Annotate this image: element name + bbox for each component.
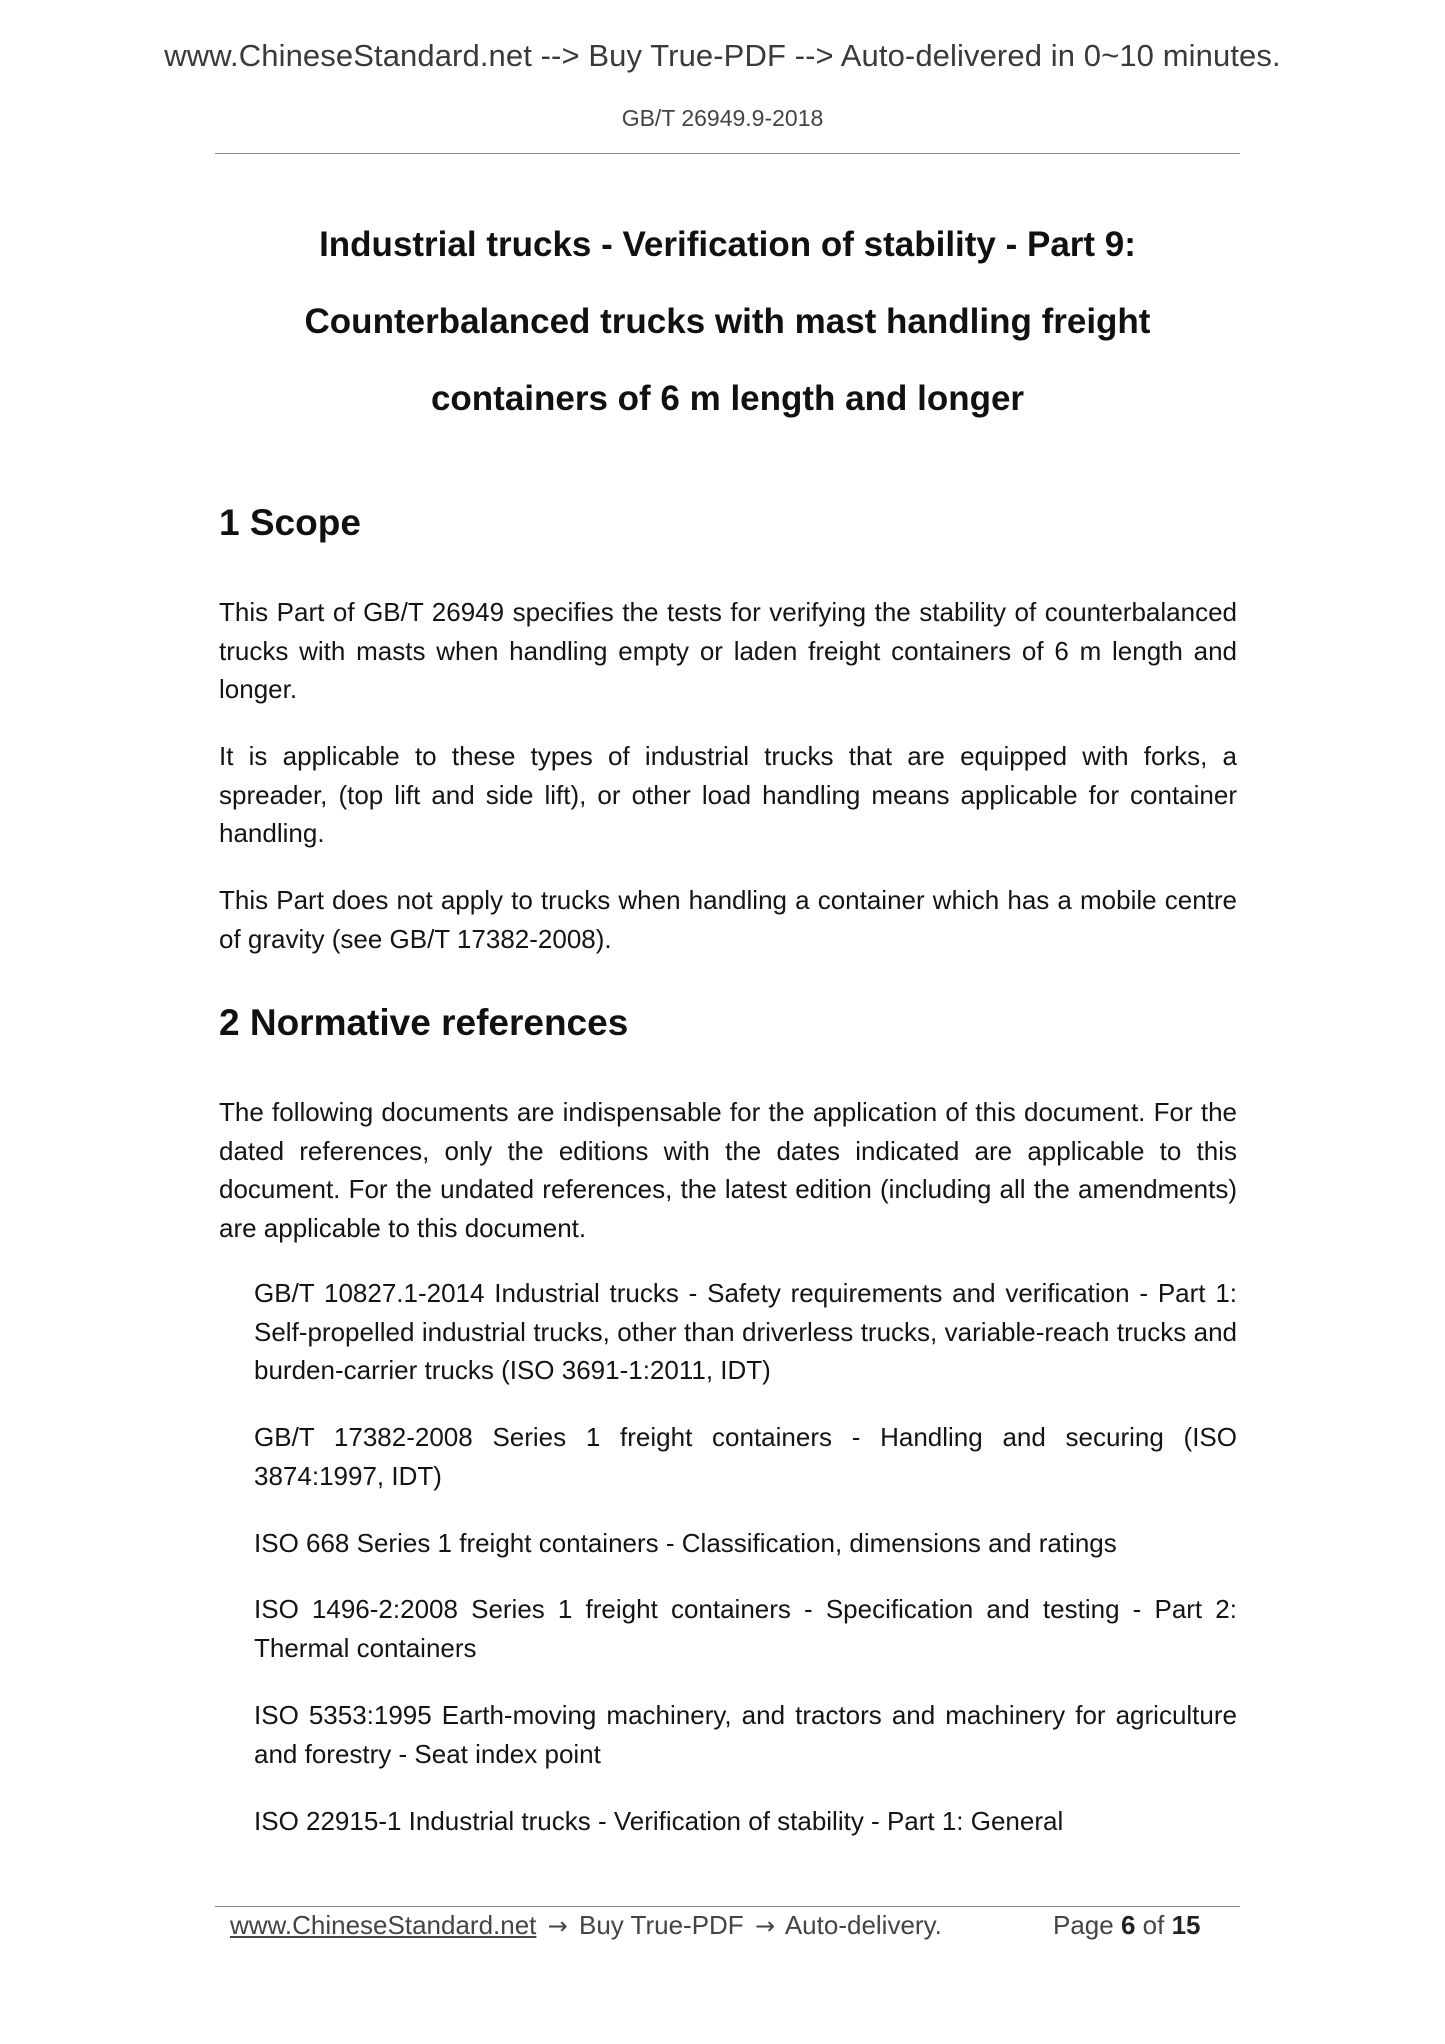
section-heading-scope: 1 Scope: [219, 502, 361, 543]
reference-item: ISO 1496-2:2008 Series 1 freight containers - Specification and testing - Part 2: Thermal containers: [254, 1594, 1237, 1663]
section-heading-normative-references: 2 Normative references: [219, 1002, 629, 1043]
page-of: of: [1142, 1910, 1165, 1940]
page-label: Page: [1053, 1910, 1114, 1940]
scope-paragraph-1: This Part of GB/T 26949 specifies the tests for verifying the stability of counterbalanced trucks with masts when handling empty or laden freight containers of 6 m length and longer.: [219, 597, 1237, 704]
scope-paragraph-3: This Part does not apply to trucks when handling a container which has a mobile centre of gravity (see GB/T 17382-2008).: [219, 885, 1237, 954]
document-code: GB/T 26949.9-2018: [621, 105, 824, 131]
footer-buy-text: Buy True-PDF: [578, 1910, 744, 1940]
title-line-1: Industrial trucks - Verification of stability - Part 9:: [319, 225, 1136, 264]
reference-item: ISO 668 Series 1 freight containers - Classification, dimensions and ratings: [254, 1528, 1117, 1558]
references-intro-paragraph: The following documents are indispensable for the application of this document. For the dated references, only the editions with the dates indicated are applicable to this document. For the undated references, the latest edition (including all the amendments) are applicable to this document.: [219, 1097, 1237, 1243]
arrow-right-icon: →: [547, 1912, 568, 1940]
scope-paragraph-2: It is applicable to these types of industrial trucks that are equipped with forks, a spreader, (top lift and side lift), or other load handling means applicable for container handling.: [219, 741, 1237, 848]
top-banner: www.ChineseStandard.net --> Buy True-PDF --> Auto-delivered in 0~10 minutes.: [164, 38, 1281, 73]
title-line-3: containers of 6 m length and longer: [430, 379, 1025, 418]
page-current: 6: [1120, 1910, 1136, 1940]
reference-item: GB/T 17382-2008 Series 1 freight containers - Handling and securing (ISO 3874:1997, IDT): [254, 1422, 1237, 1491]
reference-item: ISO 5353:1995 Earth-moving machinery, and tractors and machinery for agriculture and forestry - Seat index point: [254, 1700, 1237, 1769]
footer-links: [230, 1910, 942, 1941]
reference-item: GB/T 10827.1-2014 Industrial trucks - Safety requirements and verification - Part 1: Self-propelled industrial trucks, other than driverless trucks, variable-reach trucks and burden-carrier trucks (ISO 3691-1:2011, IDT): [254, 1278, 1237, 1385]
reference-item: ISO 22915-1 Industrial trucks - Verification of stability - Part 1: General: [254, 1806, 1064, 1836]
header-divider: [215, 153, 1240, 154]
footer-site-link[interactable]: www.ChineseStandard.net: [230, 1910, 537, 1940]
title-line-2: Counterbalanced trucks with mast handling freight: [304, 302, 1151, 341]
page-number: [1053, 1910, 1201, 1941]
footer-divider: [215, 1906, 1240, 1907]
arrow-right-icon: →: [754, 1912, 776, 1940]
footer-delivery-text: Auto-delivery.: [784, 1910, 942, 1940]
document-title: [215, 206, 1240, 437]
page-total: 15: [1171, 1910, 1201, 1940]
